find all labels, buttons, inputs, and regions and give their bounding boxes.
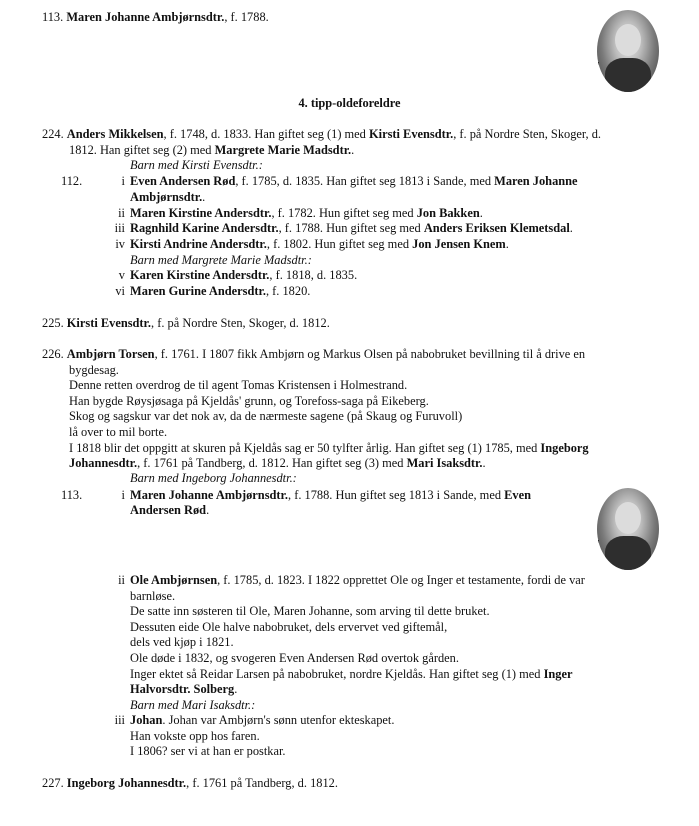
entry-text: . bbox=[206, 503, 210, 517]
person-name: Ole Ambjørnsen bbox=[130, 573, 218, 587]
entry-text: , f. 1818, d. 1835. bbox=[269, 268, 358, 282]
person-name: Maren Johanne Ambjørnsdtr. bbox=[130, 488, 288, 502]
spouse-name: Even bbox=[504, 488, 531, 502]
entry-number: 224. bbox=[42, 127, 64, 141]
children-heading: Barn med Mari Isaksdtr.: bbox=[130, 698, 256, 712]
child-text-line bbox=[130, 667, 572, 683]
entry-number: 225. bbox=[42, 316, 64, 330]
child-roman: iii bbox=[114, 221, 125, 235]
child-roman: i bbox=[121, 174, 125, 188]
entry-text: , f. 1782. Hun giftet seg med bbox=[271, 206, 417, 220]
entry-text: . bbox=[202, 190, 206, 204]
spouse-name: Ingeborg bbox=[540, 441, 589, 455]
entry-text-line: lå over to mil borte. bbox=[69, 425, 168, 439]
child-text-line: I 1806? ser vi at han er postkar. bbox=[130, 744, 286, 758]
spouse-name: Jon Bakken bbox=[416, 206, 480, 220]
child-line bbox=[130, 488, 531, 504]
child-text-line: Dessuten eide Ole halve nabobruket, dels ervervet ved giftemål, bbox=[130, 620, 448, 634]
person-name: Karen Kirstine Andersdtr. bbox=[130, 268, 270, 282]
child-ref: 112. bbox=[61, 174, 83, 188]
entry-text: . bbox=[569, 221, 573, 235]
child-roman: i bbox=[121, 488, 125, 502]
person-name: Kirsti Andrine Andersdtr. bbox=[130, 237, 267, 251]
entry-224-line2 bbox=[69, 143, 354, 159]
child-roman: vi bbox=[115, 284, 125, 298]
portrait-photo bbox=[597, 10, 659, 92]
entry-text: , f. på Nordre Sten, Skoger, d. bbox=[453, 127, 602, 141]
entry-225 bbox=[42, 316, 330, 332]
child-line bbox=[130, 713, 394, 729]
entry-113-top bbox=[42, 10, 269, 26]
child-text-line: Han vokste opp hos faren. bbox=[130, 729, 260, 743]
entry-text: . Johan var Ambjørn's sønn utenfor ekteskapet. bbox=[162, 713, 395, 727]
entry-text-line bbox=[69, 456, 486, 472]
person-name: Maren Gurine Andersdtr. bbox=[130, 284, 266, 298]
entry-text: I 1818 blir det oppgitt at skuren på Kjeldås sag er 50 tylfter årlig. Han giftet seg (1) 1785, med bbox=[69, 441, 541, 455]
child-line-cont bbox=[130, 190, 205, 206]
entry-text: , f. 1761 på Tandberg, d. 1812. bbox=[186, 776, 338, 790]
entry-text: , f. på Nordre Sten, Skoger, d. 1812. bbox=[151, 316, 330, 330]
entry-text: , f. 1785, d. 1823. I 1822 opprettet Ole og Inger et testamente, fordi de var bbox=[217, 573, 585, 587]
person-name: Anders Mikkelsen bbox=[66, 127, 164, 141]
entry-text-line: Skog og sagskur var det nok av, da de nærmeste sagene (på Skaug og Furuvoll) bbox=[69, 409, 463, 423]
child-roman: iv bbox=[115, 237, 125, 251]
person-name: Ambjørn Torsen bbox=[66, 347, 155, 361]
child-text-line: Ole døde i 1832, og svogeren Even Andersen Rød overtok gården. bbox=[130, 651, 459, 665]
person-name: Ragnhild Karine Andersdtr. bbox=[130, 221, 279, 235]
entry-text: , f. 1788. bbox=[224, 10, 269, 24]
entry-text: , f. 1788. Hun giftet seg 1813 i Sande, med bbox=[288, 488, 505, 502]
child-line bbox=[130, 237, 509, 253]
spouse-name: Halvorsdtr. Solberg bbox=[130, 682, 235, 696]
entry-text: , f. 1820. bbox=[265, 284, 311, 298]
child-text-line: De satte inn søsteren til Ole, Maren Johanne, som arving til dette bruket. bbox=[130, 604, 490, 618]
person-name: Maren Johanne Ambjørnsdtr. bbox=[66, 10, 225, 24]
child-text-line bbox=[130, 682, 237, 698]
entry-text-line: bygdesag. bbox=[69, 363, 119, 377]
children-heading: Barn med Kirsti Evensdtr.: bbox=[130, 158, 263, 172]
child-line bbox=[130, 221, 573, 237]
entry-text: Inger ektet så Reidar Larsen på nabobruket, nordre Kjeldås. Han giftet seg (1) med bbox=[130, 667, 544, 681]
entry-text-line: Han bygde Røysjøsaga på Kjeldås' grunn, og Torefoss-saga på Eikeberg. bbox=[69, 394, 429, 408]
spouse-name: Jon Jensen Knem bbox=[412, 237, 506, 251]
child-roman: ii bbox=[118, 206, 125, 220]
child-roman: v bbox=[118, 268, 125, 282]
entry-number: 113. bbox=[42, 10, 64, 24]
entry-text: , f. 1788. Hun giftet seg med bbox=[278, 221, 424, 235]
child-roman: ii bbox=[118, 573, 125, 587]
entry-text-line bbox=[69, 441, 589, 457]
person-name: Kirsti Evensdtr. bbox=[66, 316, 152, 330]
children-heading: Barn med Ingeborg Johannesdtr.: bbox=[130, 471, 297, 485]
entry-224-line1 bbox=[42, 127, 601, 143]
entry-text: . bbox=[482, 456, 486, 470]
spouse-name: Andersen Rød bbox=[130, 503, 207, 517]
entry-text: , f. 1785, d. 1835. Han giftet seg 1813 i Sande, med bbox=[235, 174, 495, 188]
entry-text: . bbox=[351, 143, 355, 157]
entry-text: , f. 1761 på Tandberg, d. 1812. Han giftet seg (3) med bbox=[137, 456, 407, 470]
section-heading: 4. tipp-oldeforeldre bbox=[298, 96, 401, 110]
person-name: Ingeborg Johannesdtr. bbox=[66, 776, 187, 790]
person-name: Johan bbox=[130, 713, 163, 727]
entry-text-line: Denne retten overdrog de til agent Tomas Kristensen i Holmestrand. bbox=[69, 378, 408, 392]
spouse-name: Maren Johanne bbox=[494, 174, 578, 188]
entry-text: . bbox=[479, 206, 483, 220]
entry-number: 227. bbox=[42, 776, 64, 790]
child-ref: 113. bbox=[61, 488, 83, 502]
entry-text: , f. 1748, d. 1833. Han giftet seg (1) med bbox=[163, 127, 369, 141]
child-line bbox=[130, 573, 585, 589]
entry-226-line1 bbox=[42, 347, 585, 363]
spouse-name: Inger bbox=[543, 667, 573, 681]
spouse-name: Johannesdtr. bbox=[69, 456, 138, 470]
spouse-name: Ambjørnsdtr. bbox=[130, 190, 203, 204]
spouse-name: Mari Isaksdtr. bbox=[406, 456, 483, 470]
person-name: Maren Kirstine Andersdtr. bbox=[130, 206, 272, 220]
children-heading: Barn med Margrete Marie Madsdtr.: bbox=[130, 253, 312, 267]
child-line-cont bbox=[130, 503, 209, 519]
child-text-line: barnløse. bbox=[130, 589, 176, 603]
child-line bbox=[130, 268, 357, 284]
child-line bbox=[130, 284, 310, 300]
child-roman: iii bbox=[114, 713, 125, 727]
portrait-photo bbox=[597, 488, 659, 570]
spouse-name: Margrete Marie Madsdtr. bbox=[214, 143, 352, 157]
child-line bbox=[130, 206, 483, 222]
person-name: Even Andersen Rød bbox=[130, 174, 236, 188]
child-text-line: dels ved kjøp i 1821. bbox=[130, 635, 234, 649]
entry-text: . bbox=[234, 682, 238, 696]
spouse-name: Anders Eriksen Klemetsdal bbox=[423, 221, 570, 235]
entry-number: 226. bbox=[42, 347, 64, 361]
entry-227 bbox=[42, 776, 338, 792]
entry-text: , f. 1761. I 1807 fikk Ambjørn og Markus Olsen på nabobruket bevillning til å drive en bbox=[154, 347, 586, 361]
entry-text: , f. 1802. Hun giftet seg med bbox=[266, 237, 413, 251]
entry-text: 1812. Han giftet seg (2) med bbox=[69, 143, 215, 157]
spouse-name: Kirsti Evensdtr. bbox=[368, 127, 454, 141]
child-line bbox=[130, 174, 578, 190]
entry-text: . bbox=[505, 237, 509, 251]
